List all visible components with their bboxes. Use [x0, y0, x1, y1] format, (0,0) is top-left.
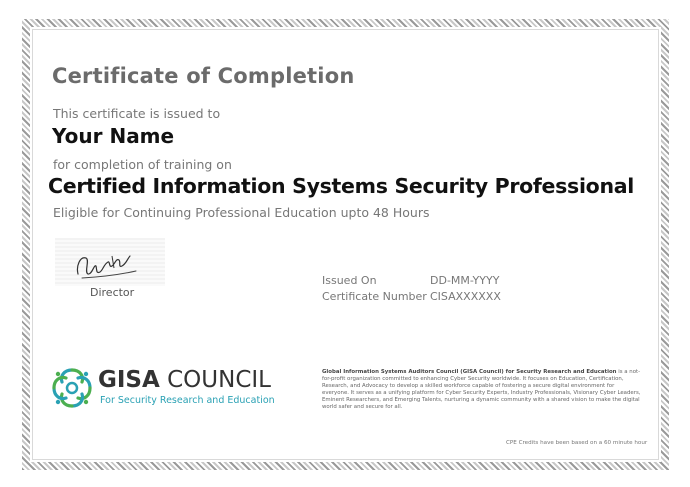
- course-name: Certified Information Systems Security Professional: [48, 174, 635, 198]
- issued-on-label: Issued On: [322, 274, 377, 287]
- recipient-name: Your Name: [52, 124, 175, 148]
- signature-image: [72, 244, 144, 284]
- signatory-role: Director: [90, 286, 135, 299]
- brand-tagline: For Security Research and Education: [100, 395, 275, 406]
- certificate-number-label: Certificate Number: [322, 290, 427, 303]
- brand-name-rest: COUNCIL: [167, 367, 271, 393]
- certificate-title: Certificate of Completion: [52, 64, 355, 88]
- organization-description-text: is a not-for-profit organization committed to enhancing Cyber Security worldwide. It focuses on Education, Certification, Research, and Advocacy to develop a skilled workforce capable of fostering a secure digital environment for everyone. It serves as a unifying platform for Cyber Security Experts, Industry Professionals, Visionary Cyber Leaders, Eminent Researchers, and Emerging Talents, nurturing a dynamic community with a shared vision to make the digital world safer and secure for all.: [322, 369, 641, 410]
- issued-to-label: This certificate is issued to: [53, 106, 221, 121]
- completion-label: for completion of training on: [53, 157, 232, 172]
- organization-description: [322, 369, 642, 411]
- gisa-logo-icon: [50, 366, 94, 410]
- brand-name: [98, 367, 271, 393]
- organization-name: Global Information Systems Auditors Council (GISA Council) for Security Research and Education: [322, 369, 617, 375]
- cpe-eligibility: Eligible for Continuing Professional Education upto 48 Hours: [53, 205, 430, 220]
- brand-name-bold: GISA: [98, 367, 160, 393]
- cpe-footnote: CPE Credits have been based on a 60 minute hour: [506, 440, 648, 446]
- issued-on-value: DD-MM-YYYY: [430, 274, 500, 287]
- certificate-number-value: CISAXXXXXX: [430, 290, 501, 303]
